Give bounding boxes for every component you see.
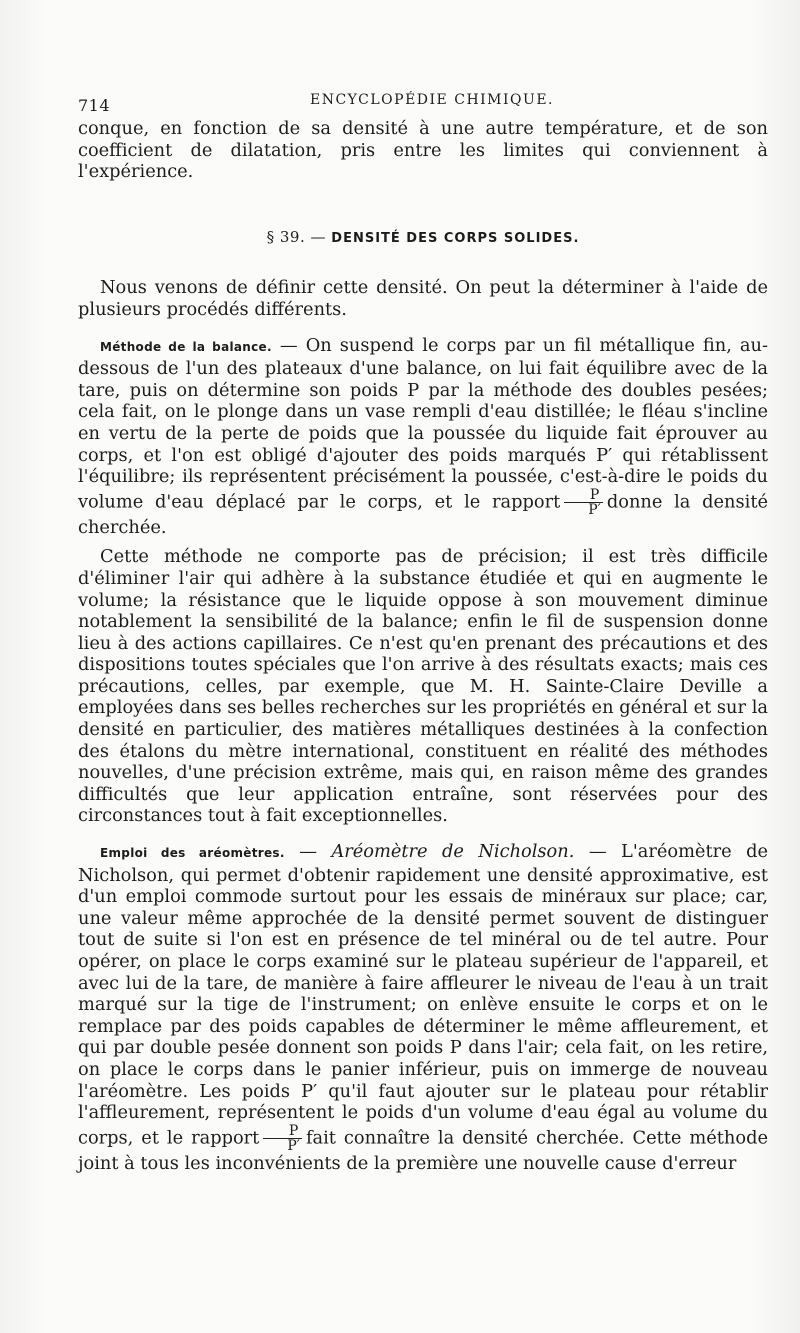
fraction-numerator-2: P — [263, 1124, 302, 1139]
fraction-p-over-pprime — [564, 488, 603, 517]
paragraph-areometers — [78, 841, 768, 1174]
paragraph-precision: Cette méthode ne comporte pas de précision; il est très difficile d'éliminer l'air qui adhère à la substance étudiée et qui en augmente le volume; la résistance que le liquide oppose à son mouvement diminue notablement la sensibilité de la balance; enfin le fil de suspension donne lieu à des actions capillaires. Ce n'est qu'en prenant des précautions et des dispositions toutes spéciales que l'on arrive à des résultats exacts; mais ces précautions, celles, par exemple, que M. H. Sainte-Claire Deville a employées dans ses belles recherches sur les propriétés en général et sur la densité en particulier, des matières métalliques destinées à la confection des étalons du mètre international, constituent en réalité des méthodes nouvelles, d'une précision extrême, mais qui, en raison même des grandes difficultés que leur application entraîne, sont réservées pour des circonstances tout à fait exceptionnelles. — [78, 546, 768, 827]
subheading-balance-method: Méthode de la balance. — [100, 339, 272, 354]
balance-text-after: donne la densité cherchée. — [78, 491, 768, 538]
fraction-denominator-2: P′ — [287, 1137, 300, 1154]
section-number: § 39. — — [266, 227, 326, 246]
areometers-text-after: fait connaître la densité cherchée. Cette méthode joint à tous les inconvénients de la première une nouvelle cause d'erreur — [78, 1127, 768, 1174]
balance-text-before: — On suspend le corps par un fil métallique fin, au-dessous de l'un des plateaux d'une balance, on lui fait équilibre avec de la tare, puis on détermine son poids P par la méthode des doubles pesées; cela fait, on le plonge dans un vase rempli d'eau distillée; le fléau s'incline en vertu de la perte de poids que la poussée du liquide fait éprouver au corps, et l'on est obligé d'ajouter des poids marqués P′ qui rétablissent l'équilibre; ils représentent précisément la poussée, c'est-à-dire le poids du volume d'eau déplacé par le corps, et le rapport — [78, 334, 768, 513]
page-number: 714 — [78, 96, 111, 115]
section-title: DENSITÉ DES CORPS SOLIDES. — [331, 230, 580, 246]
fraction-p-over-pprime-2 — [263, 1124, 302, 1153]
fraction-numerator: P — [564, 488, 603, 503]
section-heading — [78, 227, 768, 250]
fraction-denominator: P′ — [588, 501, 601, 518]
subheading-areometers: Emploi des aréomètres. — [100, 846, 285, 861]
paragraph-balance-method — [78, 335, 768, 539]
running-title: ENCYCLOPÉDIE CHIMIQUE. — [310, 92, 554, 108]
areometers-dash: — — [284, 841, 332, 863]
intro-paragraph: conque, en fonction de sa densité à une autre température, et de son coefficient de dilatation, pris entre les limites qui conviennent à l'expérience. — [78, 118, 768, 183]
areometer-nicholson-title: Aréomètre de Nicholson. — [331, 841, 575, 863]
page-header — [78, 92, 768, 118]
paragraph-1: Nous venons de définir cette densité. On peut la déterminer à l'aide de plusieurs procédés différents. — [78, 277, 768, 320]
page-body — [78, 118, 768, 1174]
areometers-text-before: — L'aréomètre de Nicholson, qui permet d'obtenir rapidement une densité approximative, est d'un emploi commode surtout pour les essais de minéraux sur place; car, une valeur même approchée de la densité permet souvent de distinguer tout de suite si l'on est en présence de tel minéral ou de tel autre. Pour opérer, on place le corps examiné sur le plateau supérieur de l'appareil, et avec lui de la tare, de manière à faire affleurer le niveau de l'eau à un trait marqué sur la tige de l'instrument; on enlève ensuite le corps et on le remplace par des poids capables de déterminer le même affleurement, et qui par double pesée donnent son poids P dans l'air; cela fait, on les retire, on place le corps dans le panier inférieur, puis on immerge de nouveau l'aréomètre. Les poids P′ qu'il faut ajouter sur le plateau pour rétablir l'affleurement, représentent le poids d'un volume d'eau égal au volume du corps, et le rapport — [78, 841, 768, 1149]
